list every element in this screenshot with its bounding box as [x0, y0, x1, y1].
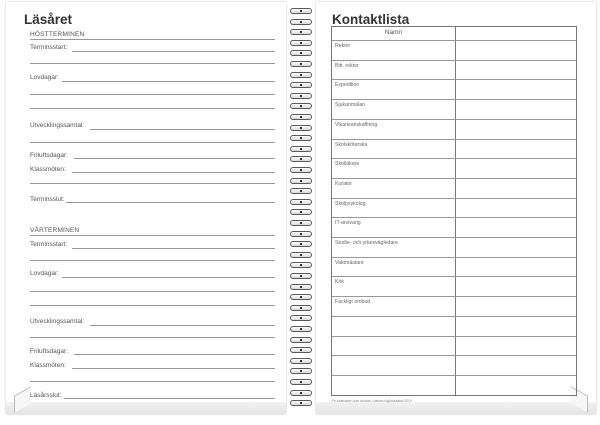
table-row[interactable] [332, 119, 576, 120]
spiral-coil [290, 8, 312, 14]
spiral-coil [290, 262, 312, 268]
field-line[interactable] [30, 381, 275, 382]
field-line[interactable] [66, 202, 275, 203]
row-label: Bitr. rektor [335, 62, 359, 69]
field-line[interactable] [72, 51, 275, 52]
field-line[interactable] [90, 129, 275, 130]
spiral-coil [290, 294, 312, 300]
spiral-coil [290, 241, 312, 247]
row-label: Rektor [335, 43, 351, 49]
spiral-coil [290, 114, 312, 120]
table-row[interactable] [332, 99, 576, 100]
table-row[interactable] [332, 296, 576, 297]
field-line[interactable] [72, 172, 275, 173]
field-line[interactable] [30, 183, 275, 184]
row-label: Expedition [335, 82, 360, 89]
field-label: Lovdagar: [30, 270, 59, 277]
heading-rule [30, 235, 275, 236]
spiral-coil [290, 19, 312, 25]
field-line[interactable] [62, 277, 275, 278]
table-row[interactable] [332, 316, 576, 317]
table-row[interactable] [332, 158, 576, 159]
field-line[interactable] [30, 305, 275, 306]
row-label: Vaktmästare [335, 259, 364, 266]
page-title-lasaret: Läsåret [24, 12, 73, 27]
spiral-coil [290, 188, 312, 194]
spiral-coil [290, 167, 312, 173]
spiral-coil [290, 220, 312, 226]
field-line[interactable] [64, 398, 275, 399]
row-label: Sjukanmälan [335, 102, 365, 109]
spiral-coil [290, 390, 312, 396]
row-label: Kurator [335, 180, 353, 187]
spiral-coil [290, 199, 312, 205]
field-line[interactable] [30, 94, 275, 95]
spiral-coil [290, 379, 312, 385]
field-line[interactable] [74, 354, 275, 355]
footnote: Fri kalendern kan ändras i datorn/vlgårdsaklat 2019 [332, 399, 412, 403]
spiral-coil [290, 337, 312, 343]
field-label: Friluftsdagar: [30, 348, 68, 355]
spring-term-heading: VÅRTERMINEN [30, 227, 80, 234]
field-label: Läsårsslut: [30, 392, 62, 399]
field-line[interactable] [30, 142, 275, 143]
table-row[interactable] [332, 79, 576, 80]
spiral-coil [290, 29, 312, 35]
table-row[interactable] [332, 40, 576, 41]
spiral-coil [290, 93, 312, 99]
field-line[interactable] [30, 63, 275, 64]
field-line[interactable] [30, 260, 275, 261]
table-row[interactable] [332, 60, 576, 61]
field-label: Utvecklingssamtal: [30, 122, 85, 129]
field-label: Terminsstart: [30, 241, 68, 248]
field-line[interactable] [30, 291, 275, 292]
spiral-coil [290, 146, 312, 152]
spiral-coil [290, 82, 312, 88]
spiral-coil [290, 135, 312, 141]
row-label: Studie- och yrkesvägledare [335, 240, 398, 246]
spiral-coil [290, 347, 312, 353]
spiral-binding [287, 4, 315, 414]
heading-rule [30, 39, 275, 40]
table-row[interactable] [332, 217, 576, 218]
page-edge [6, 402, 286, 414]
spiral-coil [290, 125, 312, 131]
table-row[interactable] [332, 139, 576, 140]
field-line[interactable] [74, 158, 275, 159]
spiral-coil [290, 231, 312, 237]
field-label: Klassmöten: [30, 166, 66, 173]
spiral-coil [290, 358, 312, 364]
autumn-term-heading: HÖSTTERMINEN [30, 31, 85, 38]
spiral-coil [290, 284, 312, 290]
page-title-kontaktlista: Kontaktlista [332, 12, 410, 27]
field-label: Friluftsdagar: [30, 152, 68, 159]
column-divider [455, 27, 456, 395]
table-row[interactable] [332, 375, 576, 376]
field-line[interactable] [62, 81, 275, 82]
field-label: Lovdagar: [30, 74, 59, 81]
spiral-coil [290, 305, 312, 311]
row-label: Skolläkare [335, 161, 360, 168]
field-line[interactable] [72, 248, 275, 249]
row-label: Vikarieanskaffning [335, 121, 378, 128]
field-label: Terminsstart: [30, 44, 68, 51]
field-line[interactable] [90, 325, 275, 326]
spiral-coil [290, 178, 312, 184]
spiral-coil [290, 103, 312, 109]
field-label: Utvecklingssamtal: [30, 318, 85, 325]
row-label: IT-ansvarig [335, 220, 361, 227]
spiral-coil [290, 209, 312, 215]
field-line[interactable] [30, 108, 275, 109]
spiral-coil [290, 326, 312, 332]
spiral-coil [290, 273, 312, 279]
row-label: Kök [335, 279, 344, 286]
table-row[interactable] [332, 237, 576, 238]
spiral-coil [290, 368, 312, 374]
field-label: Terminsslut: [30, 196, 65, 203]
page-edge [316, 402, 596, 414]
spiral-coil [290, 72, 312, 78]
table-row[interactable] [332, 257, 576, 258]
spiral-coil [290, 61, 312, 67]
field-line[interactable] [72, 368, 275, 369]
table-row[interactable] [332, 178, 576, 179]
row-label: Skolpsykolog [335, 200, 366, 207]
spiral-coil [290, 40, 312, 46]
spiral-coil [290, 400, 312, 406]
spiral-coil [290, 315, 312, 321]
field-label: Klassmöten: [30, 362, 66, 369]
contact-table [331, 26, 577, 396]
column-header-namn: Namn [384, 29, 403, 36]
table-row[interactable] [332, 336, 576, 337]
row-label: Skolsköterska [335, 141, 368, 148]
table-row[interactable] [332, 276, 576, 277]
spiral-coil [290, 252, 312, 258]
spiral-coil [290, 50, 312, 56]
table-row[interactable] [332, 355, 576, 356]
field-line[interactable] [30, 337, 275, 338]
table-row[interactable] [332, 198, 576, 199]
spiral-coil [290, 156, 312, 162]
row-label: Fackligt ombud [335, 299, 371, 306]
